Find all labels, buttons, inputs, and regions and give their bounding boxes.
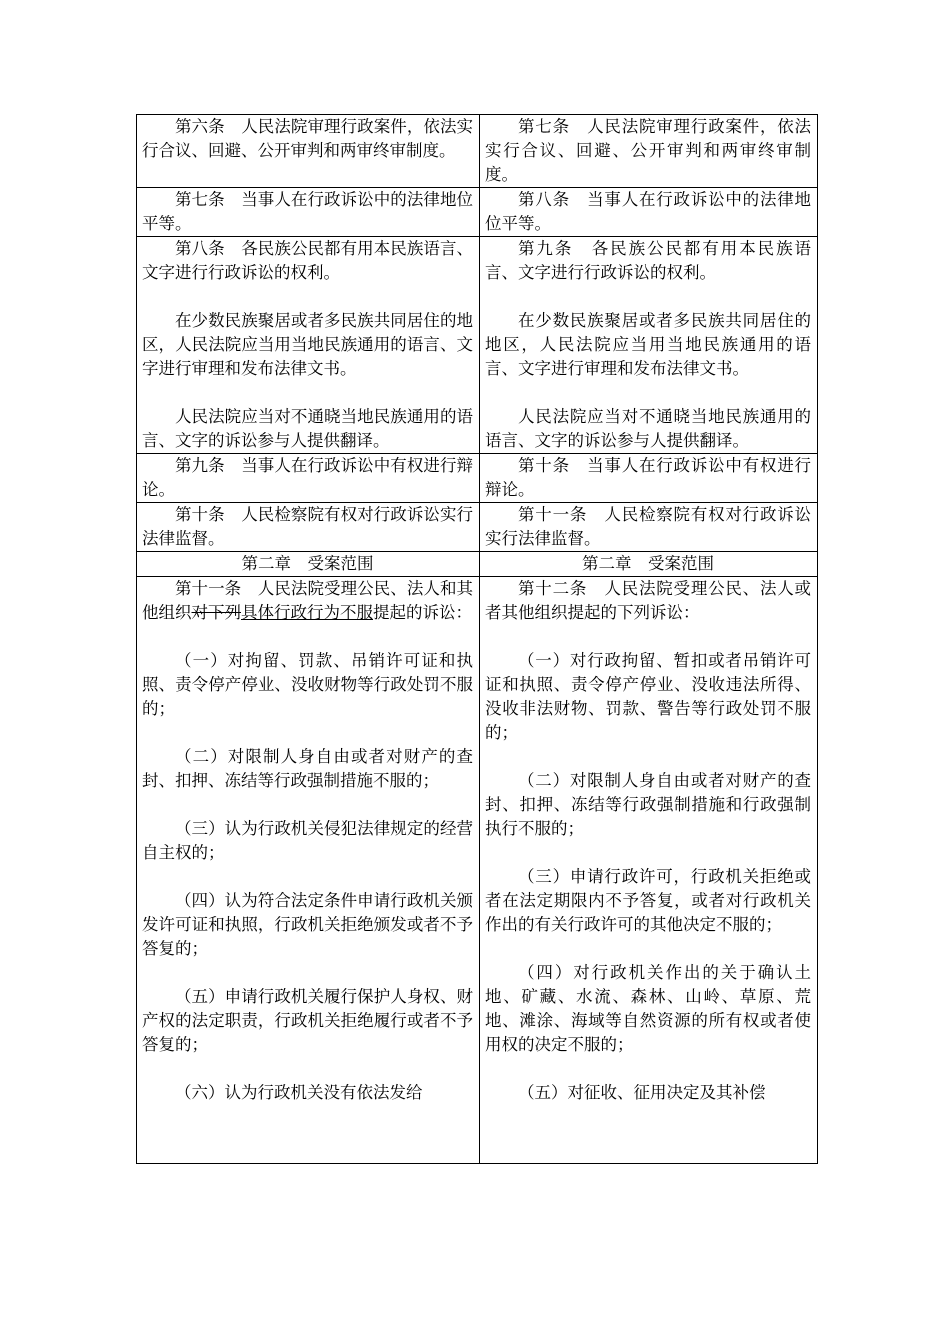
new-law-cell <box>480 503 818 552</box>
old-law-cell <box>137 188 480 237</box>
old-law-cell <box>137 115 480 188</box>
article-text: 第十一条 人民检察院有权对行政诉讼实行法律监督。 <box>485 505 811 548</box>
article-text: 第七条 当事人在行政诉讼中的法律地位平等。 <box>142 190 473 233</box>
list-item: （三）申请行政许可，行政机关拒绝或者在法定期限内不予答复，或者对行政机关作出的有关行政许可的其他决定不服的； <box>485 867 811 934</box>
old-law-cell <box>137 454 480 503</box>
old-law-cell <box>137 503 480 552</box>
old-law-cell <box>137 237 480 454</box>
article-text: 第七条 人民法院审理行政案件，依法实行合议、回避、公开审判和两审终审制度。 <box>485 117 811 184</box>
table-row <box>137 577 818 1164</box>
old-law-cell <box>137 552 480 577</box>
list-item: （一）对行政拘留、暂扣或者吊销许可证和执照、责令停产停业、没收违法所得、没收非法财物、罚款、警告等行政处罚不服的； <box>485 651 811 742</box>
new-law-cell <box>480 454 818 503</box>
article-text: 第九条 各民族公民都有用本民族语言、文字进行行政诉讼的权利。 <box>485 239 811 282</box>
list-item: （一）对拘留、罚款、吊销许可证和执照、责令停产停业、没收财物等行政处罚不服的； <box>142 651 473 718</box>
article-text <box>142 577 473 625</box>
list-item: （四）认为符合法定条件申请行政机关颁发许可证和执照，行政机关拒绝颁发或者不予答复的； <box>142 891 473 958</box>
table-row <box>137 503 818 552</box>
chapter-heading: 第二章 受案范围 <box>582 554 714 573</box>
article-text: 第八条 各民族公民都有用本民族语言、文字进行行政诉讼的权利。 <box>142 239 473 282</box>
article-text: 第八条 当事人在行政诉讼中的法律地位平等。 <box>485 190 811 233</box>
paragraph-text: 人民法院应当对不通晓当地民族通用的语言、文字的诉讼参与人提供翻译。 <box>142 407 473 450</box>
list-item: （四）对行政机关作出的关于确认土地、矿藏、水流、森林、山岭、草原、荒地、滩涂、海域等自然资源的所有权或者使用权的决定不服的； <box>485 963 811 1054</box>
article-tail: 提起的诉讼： <box>373 603 472 622</box>
table-row <box>137 454 818 503</box>
table-row <box>137 552 818 577</box>
article-text: 第九条 当事人在行政诉讼中有权进行辩论。 <box>142 456 473 499</box>
list-item: （二）对限制人身自由或者对财产的查封、扣押、冻结等行政强制措施不服的； <box>142 747 473 790</box>
law-comparison-table <box>136 114 818 1164</box>
new-law-cell <box>480 188 818 237</box>
list-item: （五）申请行政机关履行保护人身权、财产权的法定职责，行政机关拒绝履行或者不予答复的； <box>142 987 473 1054</box>
article-text: 第六条 人民法院审理行政案件，依法实行合议、回避、公开审判和两审终审制度。 <box>142 117 473 160</box>
list-item: （五）对征收、征用决定及其补偿 <box>518 1083 766 1102</box>
paragraph-text: 在少数民族聚居或者多民族共同居住的地区，人民法院应当用当地民族通用的语言、文字进行审理和发布法律文书。 <box>485 311 811 378</box>
list-item: （六）认为行政机关没有依法发给 <box>175 1083 423 1102</box>
new-law-cell <box>480 552 818 577</box>
article-text: 第十条 人民检察院有权对行政诉讼实行法律监督。 <box>142 505 473 548</box>
new-law-cell <box>480 115 818 188</box>
paragraph-text: 在少数民族聚居或者多民族共同居住的地区，人民法院应当用当地民族通用的语言、文字进行审理和发布法律文书。 <box>142 311 473 378</box>
deleted-text: 对下列 <box>191 603 241 622</box>
paragraph-text: 人民法院应当对不通晓当地民族通用的语言、文字的诉讼参与人提供翻译。 <box>485 407 811 450</box>
table-row <box>137 115 818 188</box>
list-item: （二）对限制人身自由或者对财产的查封、扣押、冻结等行政强制措施和行政强制执行不服的； <box>485 771 811 838</box>
table-row <box>137 237 818 454</box>
chapter-heading: 第二章 受案范围 <box>241 554 374 573</box>
new-law-cell <box>480 237 818 454</box>
list-item: （三）认为行政机关侵犯法律规定的经营自主权的； <box>142 819 473 862</box>
table-row <box>137 188 818 237</box>
old-law-cell <box>137 577 480 1164</box>
changed-text: 具体行政行为不服 <box>241 603 373 622</box>
article-head: 第十一条 人民法院受理公民、法人和其他组织 <box>142 579 473 622</box>
new-law-cell <box>480 577 818 1164</box>
article-text: 第十二条 人民法院受理公民、法人或者其他组织提起的下列诉讼： <box>485 579 811 622</box>
article-text: 第十条 当事人在行政诉讼中有权进行辩论。 <box>485 456 811 499</box>
